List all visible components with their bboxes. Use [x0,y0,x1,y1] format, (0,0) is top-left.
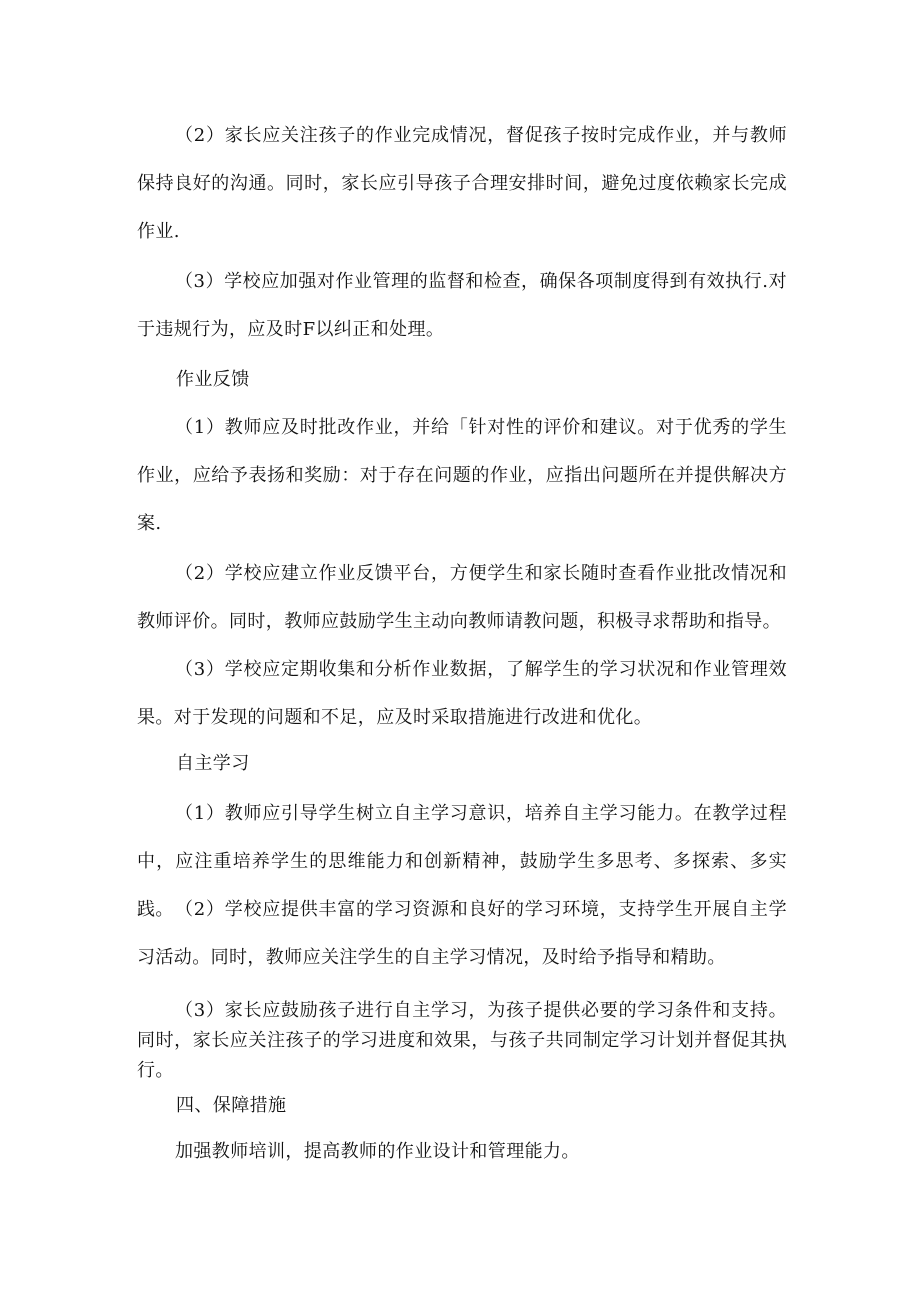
paragraph-teacher-training: 加强教师培训，提高教师的作业设计和管理能力。 [175,1141,580,1162]
paragraph-parent-homework: （2）家长应关注孩子的作业完成情况，督促孩子按时完成作业，并与教师保持良好的沟通。同时，家长应引导孩子合理安排时间，避免过度依赖家长完成作业. [137,125,787,242]
paragraph-parent-encouragement: （3）家长应鼓励孩子进行自主学习，为孩子提供必要的学习条件和支持。同时，家长应关注孩子的学习进度和效果，与孩子共同制定学习计划并督促其执行。 [137,1000,787,1081]
paragraph-homework-data: （3）学校应定期收集和分析作业数据，了解学生的学习状况和作业管理效果。对于发现的问题和不足，应及时采取措施进行改进和优化。 [137,659,787,728]
paragraph-learning-resources: （2）学校应提供丰富的学习资源和良好的学习环境，支持学生开展自主学习活动。同时，教师应关注学生的自主学习情况，及时给予指导和精助。 [137,899,787,968]
heading-homework-feedback: 作业反馈 [176,369,250,390]
paragraph-teacher-grading: （1）教师应及时批改作业，并给「针对性的评价和建议。对于优秀的学生作业，应给予表扬和奖励：对于存在问题的作业，应指出问题所在并提供解决方案. [137,417,787,534]
heading-safeguard-measures: 四、保障措施 [176,1095,287,1116]
paragraph-school-supervision: （3）学校应加强对作业管理的监督和检查，确保各项制度得到有效执行.对于违规行为，应及时F以纠正和处理。 [137,271,787,340]
paragraph-feedback-platform: （2）学校应建立作业反馈平台，方便学生和家长随时查看作业批改情况和教师评价。同时，教师应鼓励学生主动向教师请教问题，积极寻求帮助和指导。 [137,563,787,632]
paragraph-self-study-awareness: （1）教师应引导学生树立自主学习意识，培养自主学习能力。在教学过程中，应注重培养学生的思维能力和创新精神，鼓励学生多思考、多探索、多实践。 [137,803,787,920]
heading-self-study: 自主学习 [176,753,250,774]
